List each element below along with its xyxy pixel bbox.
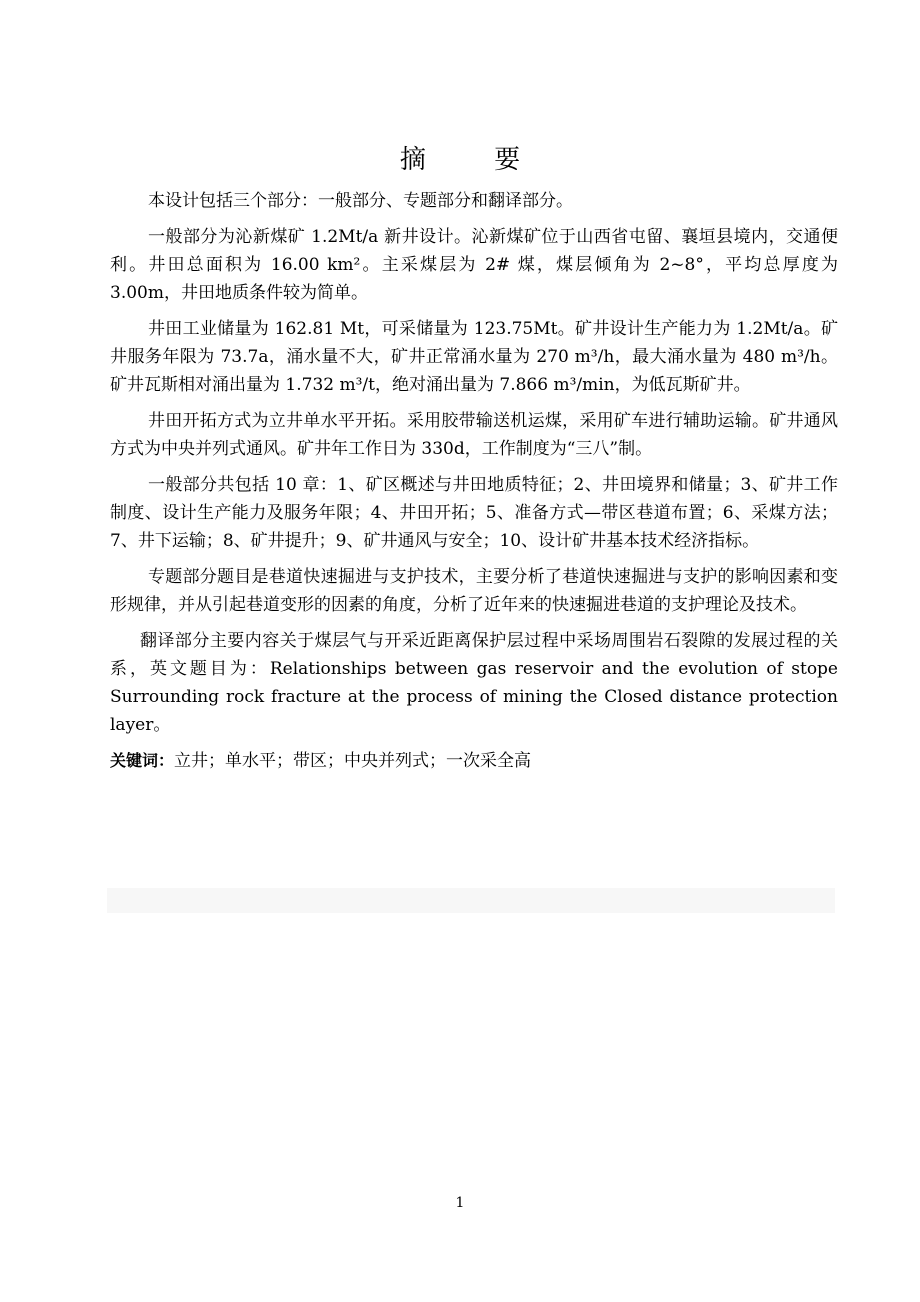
keywords-line bbox=[110, 747, 838, 775]
abstract-title: 摘 要 bbox=[399, 145, 551, 175]
paragraph-reserves: 井田工业储量为 162.81 Mt，可采储量为 123.75Mt。矿井设计生产能力为 1.2Mt/a。矿井服务年限为 73.7a，涌水量不大，矿井正常涌水量为 270 m³/h，最大涌水量为 480 m³/h。矿井瓦斯相对涌出量为 1.732 m³/t，绝对涌出量为 7.866 m³/min，为低瓦斯矿井。 bbox=[110, 319, 838, 395]
keywords-text: 立井；单水平；带区；中央并列式；一次采全高 bbox=[174, 751, 532, 771]
shaded-band bbox=[107, 888, 835, 913]
paragraph-development: 井田开拓方式为立井单水平开拓。采用胶带输送机运煤，采用矿车进行辅助运输。矿井通风方式为中央并列式通风。矿井年工作日为 330d，工作制度为“三八”制。 bbox=[110, 411, 838, 459]
paragraph-general-design: 一般部分为沁新煤矿 1.2Mt/a 新井设计。沁新煤矿位于山西省屯留、襄垣县境内，交通便利。井田总面积为 16.00 km²。主采煤层为 2# 煤，煤层倾角为 2~8°，平均总厚度为 3.00m，井田地质条件较为简单。 bbox=[110, 227, 838, 303]
abstract-body bbox=[110, 187, 838, 783]
page-number: 1 bbox=[455, 1195, 465, 1211]
paragraph-special-topic: 专题部分题目是巷道快速掘进与支护技术，主要分析了巷道快速掘进与支护的影响因素和变形规律，并从引起巷道变形的因素的角度，分析了近年来的快速掘进巷道的支护理论及技术。 bbox=[110, 567, 838, 615]
paragraph-chapters: 一般部分共包括 10 章：1、矿区概述与井田地质特征；2、井田境界和储量；3、矿井工作制度、设计生产能力及服务年限；4、井田开拓；5、准备方式—带区巷道布置；6、采煤方法；7、井下运输；8、矿井提升；9、矿井通风与安全；10、设计矿井基本技术经济指标。 bbox=[110, 475, 838, 551]
paragraph-translation: 翻译部分主要内容关于煤层气与开采近距离保护层过程中采场周围岩石裂隙的发展过程的关系，英文题目为：Relationships between gas reservoir and the evolution of stope Surrounding rock fracture at the process of mining the Closed distance protection layer。 bbox=[110, 631, 838, 735]
paragraph-overview: 本设计包括三个部分：一般部分、专题部分和翻译部分。 bbox=[148, 191, 573, 211]
keywords-label: 关键词： bbox=[110, 751, 175, 770]
